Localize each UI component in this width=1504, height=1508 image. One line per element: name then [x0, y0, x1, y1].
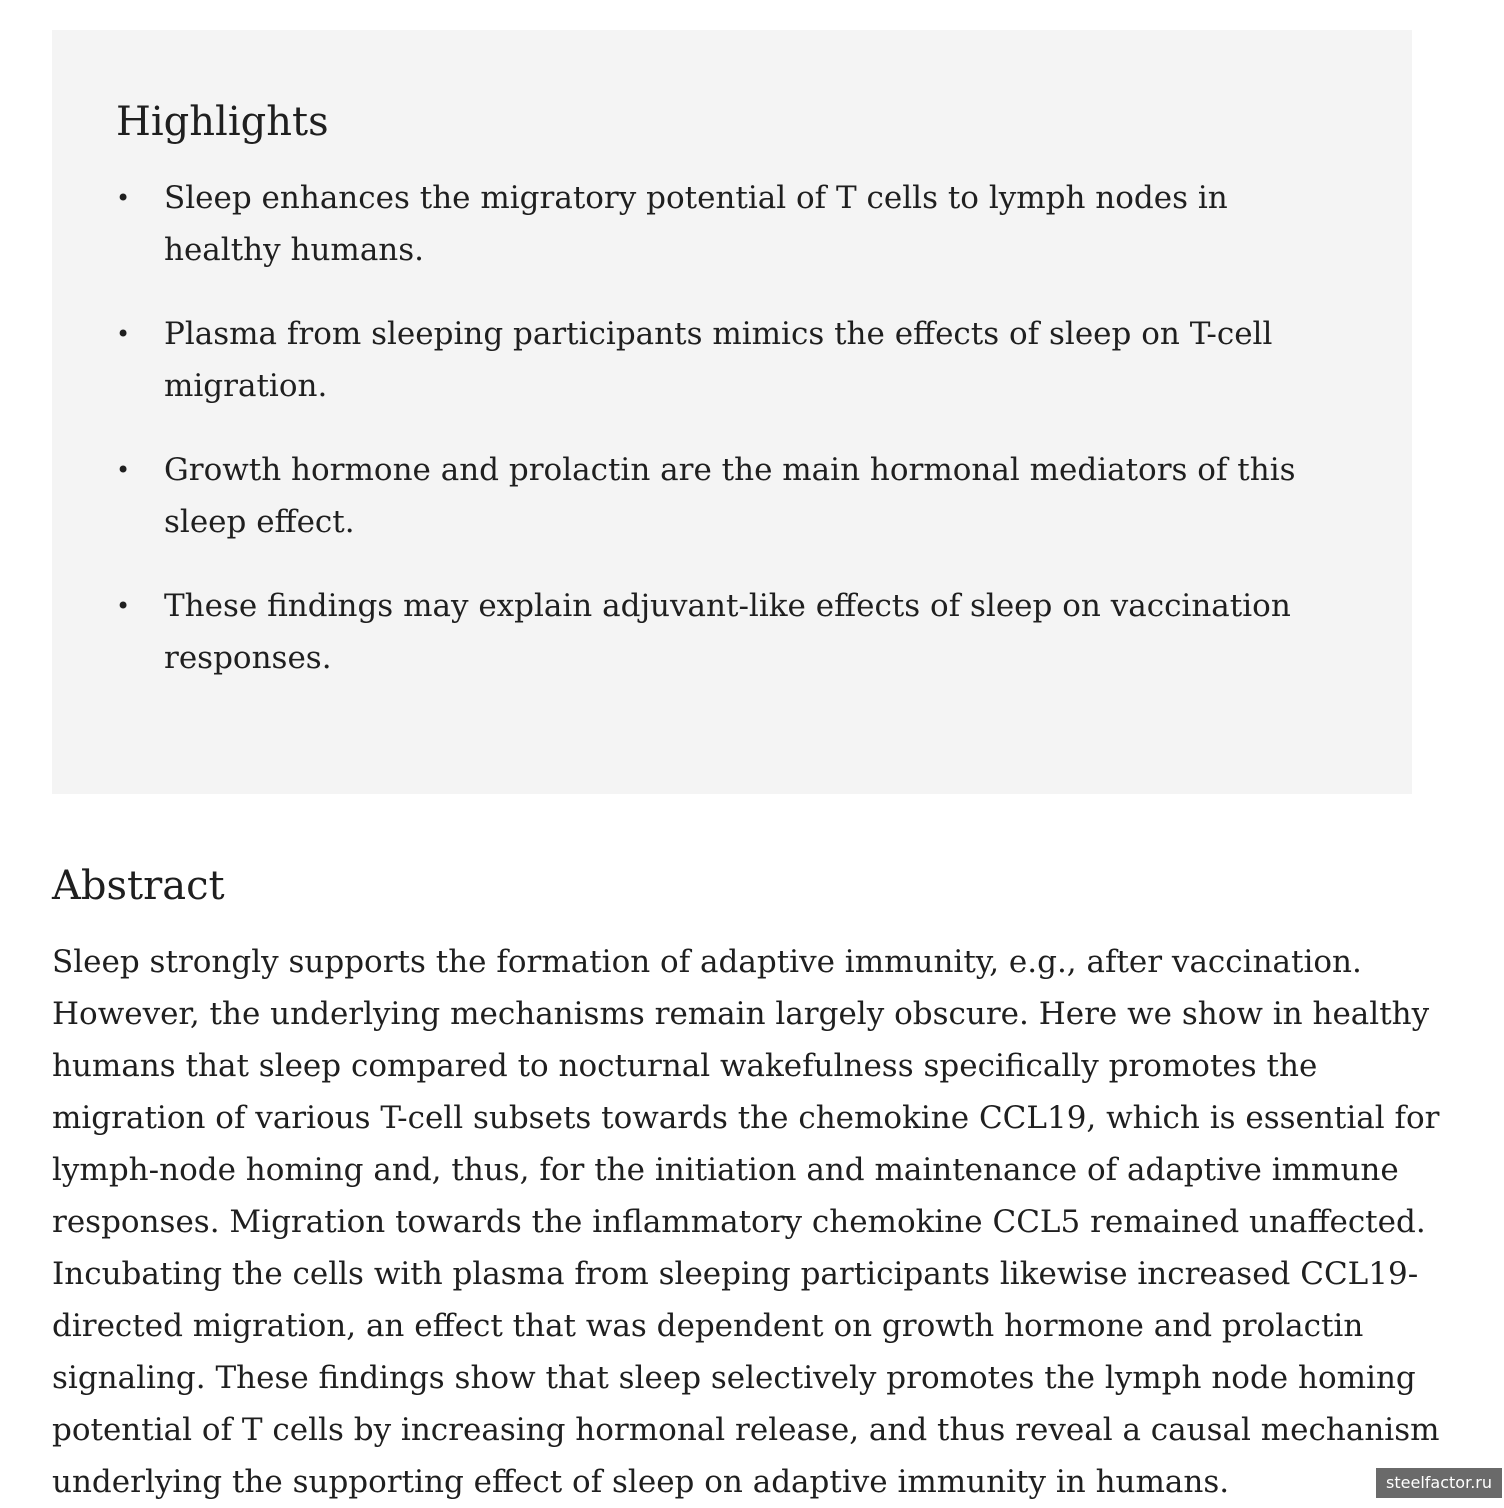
highlights-heading: Highlights — [116, 99, 329, 145]
highlight-item — [116, 308, 1324, 412]
bullet-icon: • — [116, 184, 131, 212]
highlight-text: Sleep enhances the migratory potential of T cells to lymph nodes in healthy humans. — [164, 180, 1228, 268]
abstract-paragraph: Sleep strongly supports the formation of adaptive immunity, e.g., after vaccination. However, the underlying mechanisms remain largely obscure. Here we show in healthy humans that sleep compared to nocturnal wakefulness specifically promotes the migration of various T-cell subsets towards the chemokine CCL19, which is essential for lymph-node homing and, thus, for the initiation and maintenance of adaptive immune responses. Migration towards the inflammatory chemokine CCL5 remained unaffected. Incubating the cells with plasma from sleeping participants likewise increased CCL19-directed migration, an effect that was dependent on growth hormone and prolactin signaling. These findings show that sleep selectively promotes the lymph node homing potential of T cells by increasing hormonal release, and thus reveal a causal mechanism underlying the supporting effect of sleep on adaptive immunity in humans. — [52, 944, 1440, 1500]
watermark: steelfactor.ru — [1376, 1468, 1502, 1498]
highlight-text: These findings may explain adjuvant-like effects of sleep on vaccination responses. — [164, 588, 1291, 676]
abstract-heading: Abstract — [52, 863, 225, 909]
abstract-section — [52, 858, 1442, 1508]
bullet-icon: • — [116, 592, 131, 620]
highlights-panel — [52, 30, 1412, 794]
highlight-text: Plasma from sleeping participants mimics the effects of sleep on T-cell migration. — [164, 316, 1273, 404]
highlight-text: Growth hormone and prolactin are the main hormonal mediators of this sleep effect. — [164, 452, 1296, 540]
highlights-list — [116, 172, 1348, 684]
highlight-item — [116, 580, 1324, 684]
highlight-item — [116, 444, 1324, 548]
bullet-icon: • — [116, 320, 131, 348]
highlight-item — [116, 172, 1324, 276]
bullet-icon: • — [116, 456, 131, 484]
